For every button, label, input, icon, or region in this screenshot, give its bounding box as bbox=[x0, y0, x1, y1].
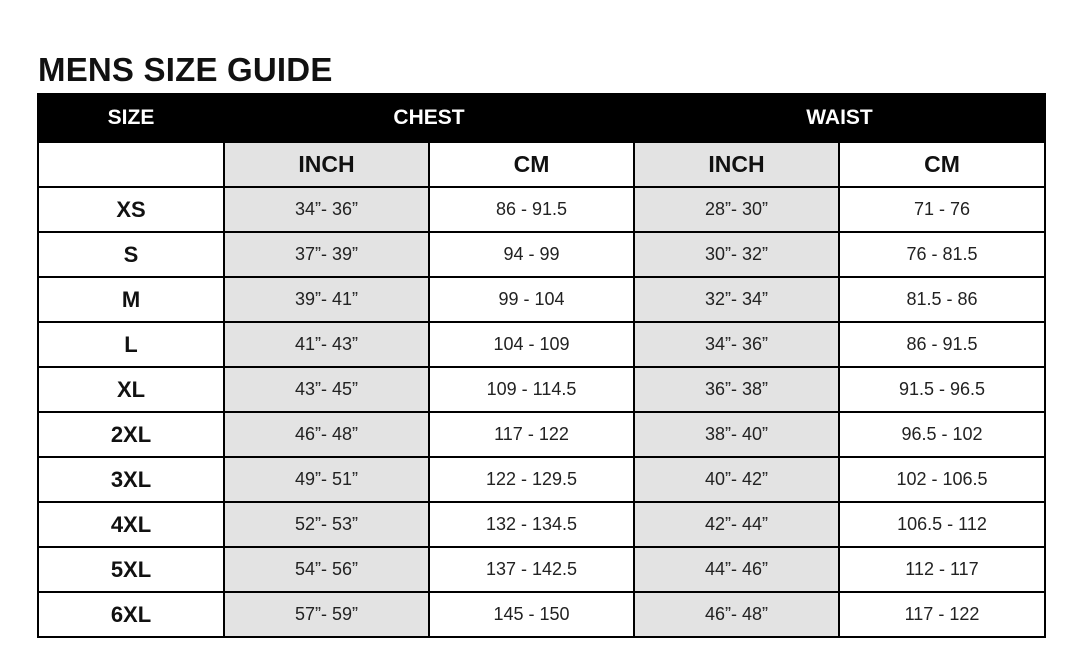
chest-cm-cell: 137 - 142.5 bbox=[429, 547, 634, 592]
table-body bbox=[38, 187, 1045, 637]
header-waist: WAIST bbox=[634, 94, 1045, 142]
waist-cm-cell: 117 - 122 bbox=[839, 592, 1045, 637]
table-row bbox=[38, 502, 1045, 547]
waist-inch-cell: 34”- 36” bbox=[634, 322, 839, 367]
waist-cm-cell: 96.5 - 102 bbox=[839, 412, 1045, 457]
waist-cm-cell: 112 - 117 bbox=[839, 547, 1045, 592]
waist-inch-cell: 42”- 44” bbox=[634, 502, 839, 547]
size-cell: M bbox=[38, 277, 224, 322]
size-cell: 6XL bbox=[38, 592, 224, 637]
waist-cm-cell: 102 - 106.5 bbox=[839, 457, 1045, 502]
chest-cm-cell: 94 - 99 bbox=[429, 232, 634, 277]
chest-cm-cell: 104 - 109 bbox=[429, 322, 634, 367]
size-cell: 4XL bbox=[38, 502, 224, 547]
table-subheader-row bbox=[38, 142, 1045, 187]
table-row bbox=[38, 277, 1045, 322]
size-cell: XS bbox=[38, 187, 224, 232]
chest-cm-cell: 132 - 134.5 bbox=[429, 502, 634, 547]
chest-inch-cell: 57”- 59” bbox=[224, 592, 429, 637]
size-cell: S bbox=[38, 232, 224, 277]
table-row bbox=[38, 367, 1045, 412]
size-guide-table bbox=[37, 93, 1046, 638]
size-cell: XL bbox=[38, 367, 224, 412]
page-title: MENS SIZE GUIDE bbox=[38, 51, 333, 88]
chest-inch-cell: 39”- 41” bbox=[224, 277, 429, 322]
table-row bbox=[38, 547, 1045, 592]
subheader-waist-cm: CM bbox=[839, 142, 1045, 187]
table-row bbox=[38, 457, 1045, 502]
chest-cm-cell: 122 - 129.5 bbox=[429, 457, 634, 502]
chest-inch-cell: 49”- 51” bbox=[224, 457, 429, 502]
subheader-chest-cm: CM bbox=[429, 142, 634, 187]
table-row bbox=[38, 412, 1045, 457]
size-cell: 3XL bbox=[38, 457, 224, 502]
waist-inch-cell: 32”- 34” bbox=[634, 277, 839, 322]
table-row bbox=[38, 187, 1045, 232]
chest-cm-cell: 109 - 114.5 bbox=[429, 367, 634, 412]
subheader-chest-inch: INCH bbox=[224, 142, 429, 187]
table-row bbox=[38, 232, 1045, 277]
chest-inch-cell: 46”- 48” bbox=[224, 412, 429, 457]
waist-cm-cell: 71 - 76 bbox=[839, 187, 1045, 232]
waist-inch-cell: 28”- 30” bbox=[634, 187, 839, 232]
size-cell: 5XL bbox=[38, 547, 224, 592]
waist-inch-cell: 40”- 42” bbox=[634, 457, 839, 502]
waist-cm-cell: 81.5 - 86 bbox=[839, 277, 1045, 322]
chest-cm-cell: 117 - 122 bbox=[429, 412, 634, 457]
table-row bbox=[38, 592, 1045, 637]
waist-inch-cell: 36”- 38” bbox=[634, 367, 839, 412]
waist-cm-cell: 106.5 - 112 bbox=[839, 502, 1045, 547]
chest-cm-cell: 145 - 150 bbox=[429, 592, 634, 637]
subheader-size-blank bbox=[38, 142, 224, 187]
chest-cm-cell: 99 - 104 bbox=[429, 277, 634, 322]
waist-cm-cell: 76 - 81.5 bbox=[839, 232, 1045, 277]
waist-inch-cell: 38”- 40” bbox=[634, 412, 839, 457]
chest-inch-cell: 54”- 56” bbox=[224, 547, 429, 592]
waist-inch-cell: 44”- 46” bbox=[634, 547, 839, 592]
table-row bbox=[38, 322, 1045, 367]
waist-cm-cell: 91.5 - 96.5 bbox=[839, 367, 1045, 412]
chest-cm-cell: 86 - 91.5 bbox=[429, 187, 634, 232]
waist-inch-cell: 46”- 48” bbox=[634, 592, 839, 637]
chest-inch-cell: 41”- 43” bbox=[224, 322, 429, 367]
subheader-waist-inch: INCH bbox=[634, 142, 839, 187]
chest-inch-cell: 37”- 39” bbox=[224, 232, 429, 277]
size-cell: L bbox=[38, 322, 224, 367]
header-chest: CHEST bbox=[224, 94, 634, 142]
chest-inch-cell: 43”- 45” bbox=[224, 367, 429, 412]
header-size: SIZE bbox=[38, 94, 224, 142]
chest-inch-cell: 34”- 36” bbox=[224, 187, 429, 232]
waist-cm-cell: 86 - 91.5 bbox=[839, 322, 1045, 367]
waist-inch-cell: 30”- 32” bbox=[634, 232, 839, 277]
table-header-row bbox=[38, 94, 1045, 142]
chest-inch-cell: 52”- 53” bbox=[224, 502, 429, 547]
size-cell: 2XL bbox=[38, 412, 224, 457]
